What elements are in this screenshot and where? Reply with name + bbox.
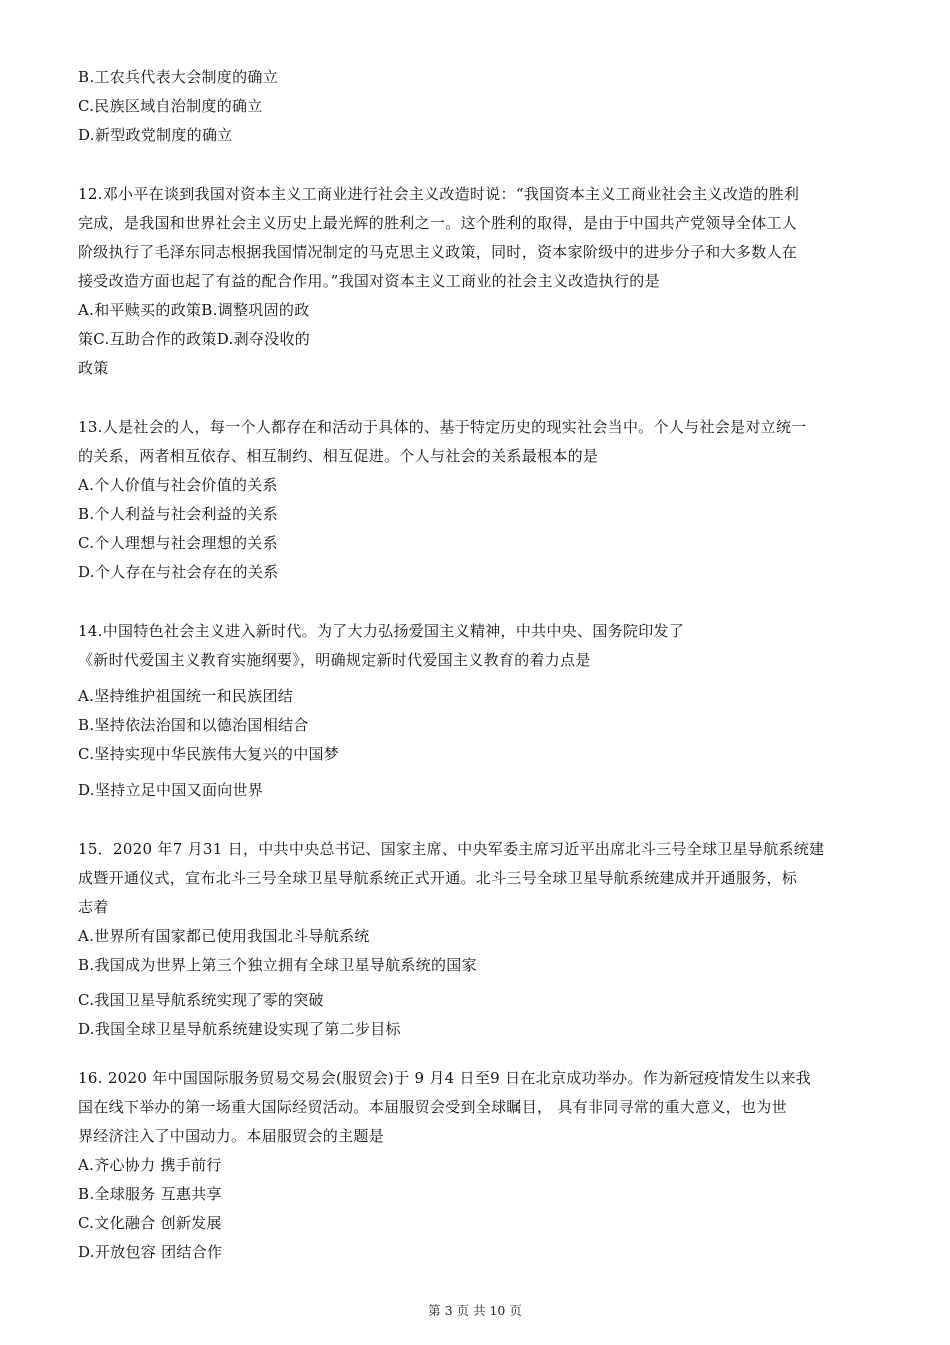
q13-stem-line-2: 的关系，两者相互依存、相互制约、相互促进。个人与社会的关系最根本的是 <box>78 447 599 465</box>
q16-option-c: C.文化融合 创新发展 <box>78 1214 222 1232</box>
q16-stem-line-3: 界经济注入了中国动力。本届服贸会的主题是 <box>78 1127 385 1145</box>
q16-option-a: A.齐心协力 携手前行 <box>78 1156 222 1174</box>
q13-option-a: A.个人价值与社会价值的关系 <box>78 476 278 494</box>
q14-stem-line-2: 《新时代爱国主义教育实施纲要》，明确规定新时代爱国主义教育的着力点是 <box>78 651 591 669</box>
q14-option-c: C.坚持实现中华民族伟大复兴的中国梦 <box>78 745 340 763</box>
q15-stem-line-1: 15．2020 年7 月31 日，中共中央总书记、国家主席、中央军委主席习近平出席北斗三号全球卫星导航系统建 <box>78 840 825 858</box>
q15-option-d: D.我国全球卫星导航系统建设实现了第二步目标 <box>78 1020 401 1038</box>
q14-option-b: B.坚持依法治国和以德治国相结合 <box>78 716 309 734</box>
q13-option-d: D.个人存在与社会存在的关系 <box>78 563 279 581</box>
q12-stem-line-3: 阶级执行了毛泽东同志根据我国情况制定的马克思主义政策，同时，资本家阶级中的进步分子和大多数人在 <box>78 243 798 261</box>
q14-option-d: D.坚持立足中国又面向世界 <box>78 781 264 799</box>
q11-option-b: B.工农兵代表大会制度的确立 <box>78 68 278 86</box>
q15-stem-line-3: 志着 <box>78 898 109 916</box>
q13-stem-line-1: 13.人是社会的人，每一个人都存在和活动于具体的、基于特定历史的现实社会当中。个人与社会是对立统一 <box>78 418 807 436</box>
q16-option-b: B.全球服务 互惠共享 <box>78 1185 222 1203</box>
q12-options-line-3: 政策 <box>78 359 109 377</box>
q16-option-d: D.开放包容 团结合作 <box>78 1243 223 1261</box>
q12-stem-line-4: 接受改造方面也起了有益的配合作用。”我国对资本主义工商业的社会主义改造执行的是 <box>78 272 660 290</box>
q13-option-c: C.个人理想与社会理想的关系 <box>78 534 278 552</box>
q12-stem-line-2: 完成，是我国和世界社会主义历史上最光辉的胜利之一。这个胜利的取得，是由于中国共产党领导全体工人 <box>78 214 798 232</box>
q15-option-c: C.我国卫星导航系统实现了零的突破 <box>78 991 324 1009</box>
q16-stem-line-1: 16. 2020 年中国国际服务贸易交易会(服贸会)于 9 月4 日至9 日在北京成功举办。作为新冠疫情发生以来我 <box>78 1069 812 1087</box>
q12-stem-line-1: 12.邓小平在谈到我国对资本主义工商业进行社会主义改造时说：“我国资本主义工商业社会主义改造的胜利 <box>78 185 800 203</box>
q16-stem-line-2: 国在线下举办的第一场重大国际经贸活动。本届服贸会受到全球瞩目， 具有非同寻常的重大意义，也为世 <box>78 1098 787 1116</box>
q15-stem-line-2: 成暨开通仪式，宣布北斗三号全球卫星导航系统正式开通。北斗三号全球卫星导航系统建成并开通服务，标 <box>78 869 798 887</box>
q12-options-line-2: 策C.互助合作的政策D.剥夺没收的 <box>78 330 311 348</box>
q13-option-b: B.个人利益与社会利益的关系 <box>78 505 278 523</box>
page-number-footer: 第 3 页 共 10 页 <box>428 1303 522 1318</box>
q15-option-b: B.我国成为世界上第三个独立拥有全球卫星导航系统的国家 <box>78 956 477 974</box>
q14-option-a: A.坚持维护祖国统一和民族团结 <box>78 687 294 705</box>
q12-options-line-1: A.和平赎买的政策B.调整巩固的政 <box>78 301 310 319</box>
q14-stem-line-1: 14.中国特色社会主义进入新时代。为了大力弘扬爱国主义精神，中共中央、国务院印发了 <box>78 622 685 640</box>
q15-option-a: A.世界所有国家都已使用我国北斗导航系统 <box>78 927 370 945</box>
q11-option-d: D.新型政党制度的确立 <box>78 126 233 144</box>
q11-option-c: C.民族区域自治制度的确立 <box>78 97 263 115</box>
